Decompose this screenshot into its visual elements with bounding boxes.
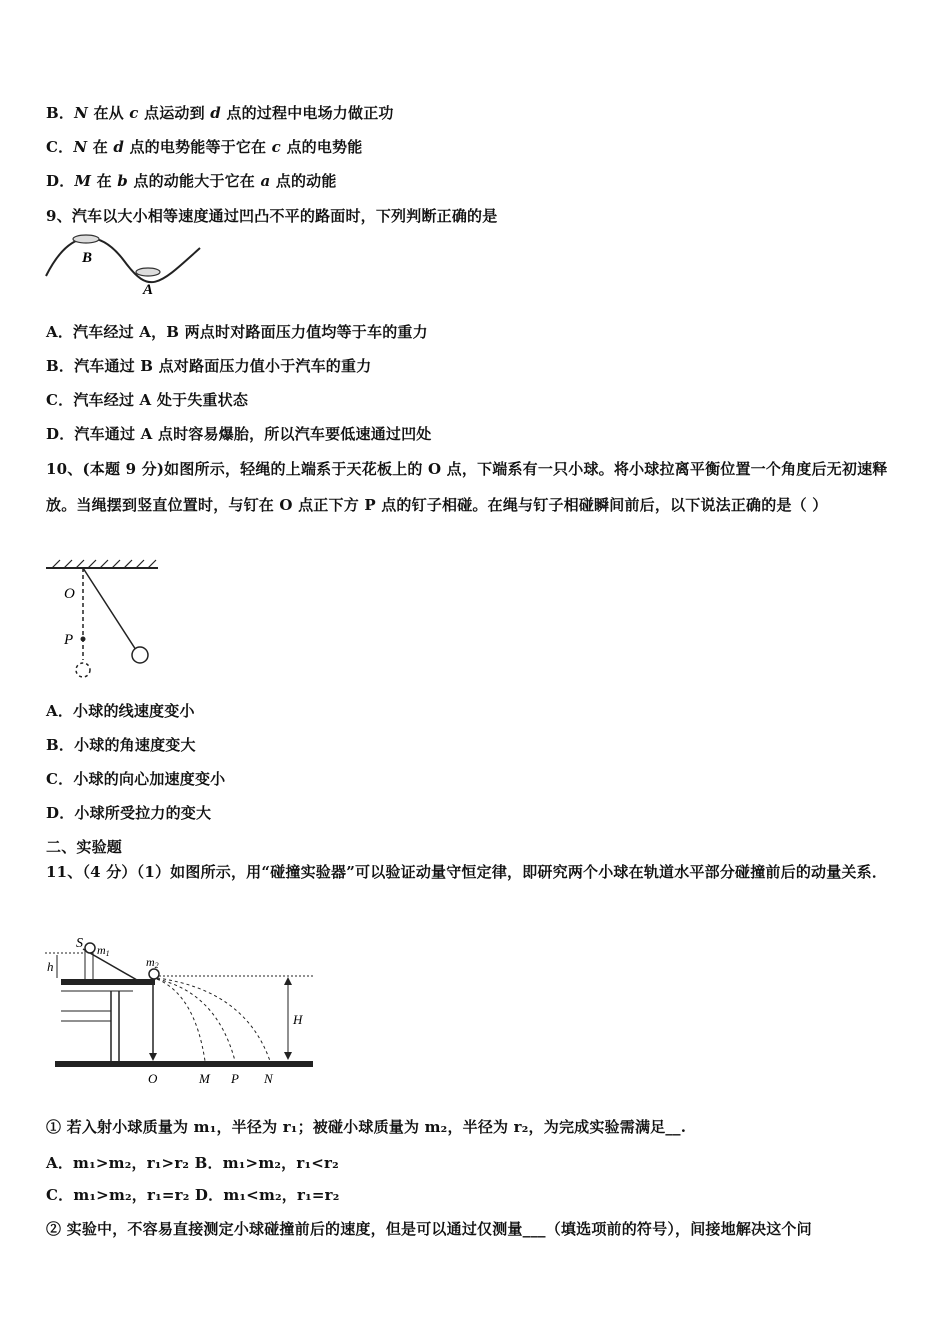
label-m2: m2 [146,955,159,970]
q8-option-d: D．M 在 b 点的动能大于它在 a 点的动能 [46,172,337,190]
pendulum-figure [40,558,165,683]
collision-apparatus-figure [45,935,320,1090]
q8-option-c: C．N 在 d 点的电势能等于它在 c 点的电势能 [46,138,363,156]
car-top [73,235,99,243]
label-a: A [143,282,154,296]
q9-option-d: D．汽车通过 A 点时容易爆胎，所以汽车要低速通过凹处 [46,425,432,443]
nail-p [81,637,86,642]
label-p: P [231,1071,239,1086]
q11-options-cd: C．m₁>m₂，r₁=r₂ D．m₁<m₂，r₁=r₂ [46,1186,340,1204]
label-p: P [64,632,74,648]
label-b: B [82,250,93,266]
label-n: N [264,1071,273,1086]
incline [83,949,137,980]
q10-option-d: D．小球所受拉力的变大 [46,804,212,822]
q11-sub1: ① 若入射小球质量为 m₁，半径为 r₁；被碰小球质量为 m₂，半径为 r₂，为完成实验需满足__. [46,1118,687,1136]
label-o: O [148,1071,158,1086]
q10-option-b: B．小球的角速度变大 [46,736,196,754]
q9-option-a: A．汽车经过 A，B 两点时对路面压力值均等于车的重力 [46,323,428,341]
traj-p [157,979,235,1061]
track [61,979,155,985]
q10-stem: 10、(本题 9 分)如图所示，轻绳的上端系于天花板上的 O 点，下端系有一只小球。将小球拉离平衡位置一个角度后无初速释放。当绳摆到竖直位置时，与钉在 O 点正下方 P 点的钉子相碰。在绳与钉子相碰瞬间前后，以下说法正确的是（ ） [46,460,888,514]
ground [55,1061,313,1067]
ball-m2 [149,969,159,979]
q9-option-b: B．汽车通过 B 点对路面压力值小于汽车的重力 [46,357,372,375]
q9-stem: 9、汽车以大小相等速度通过凹凸不平的路面时，下列判断正确的是 [46,207,498,225]
label-m: M [199,1071,210,1086]
label-H: H [293,1012,303,1027]
traj-m [157,979,205,1061]
label-m1: m1 [97,943,110,958]
label-h: h [47,959,54,974]
ball-m1 [85,943,95,953]
H-arrow-top [284,977,292,985]
q11-sub2: ② 实验中，不容易直接测定小球碰撞前后的速度，但是可以通过仅测量___（填选项前的符号），间接地解决这个问 [46,1220,812,1238]
ceiling-hatch [52,560,156,568]
q10-option-a: A．小球的线速度变小 [46,702,195,720]
q10-option-c: C．小球的向心加速度变小 [46,770,226,788]
ball-dashed [76,663,90,677]
road-curve [46,238,200,282]
plumb-arrow [149,1053,157,1061]
q9-option-c: C．汽车经过 A 处于失重状态 [46,391,249,409]
q11-options-ab: A．m₁>m₂，r₁>r₂ B．m₁>m₂，r₁<r₂ [46,1154,339,1172]
label-s: S [76,936,83,951]
label-o: O [64,586,75,602]
road-figure [40,232,210,296]
section-title: 二、实验题 [46,838,123,856]
q11-stem: 11、（4 分）（1）如图所示，用“碰撞实验器”可以验证动量守恒定律，即研究两个小球在轨道水平部分碰撞前后的动量关系． [46,863,888,881]
string [83,568,136,650]
q8-option-b: B．N 在从 c 点运动到 d 点的过程中电场力做正功 [46,104,394,122]
car-bottom [136,268,160,276]
ball [132,647,148,663]
H-arrow-bottom [284,1052,292,1060]
